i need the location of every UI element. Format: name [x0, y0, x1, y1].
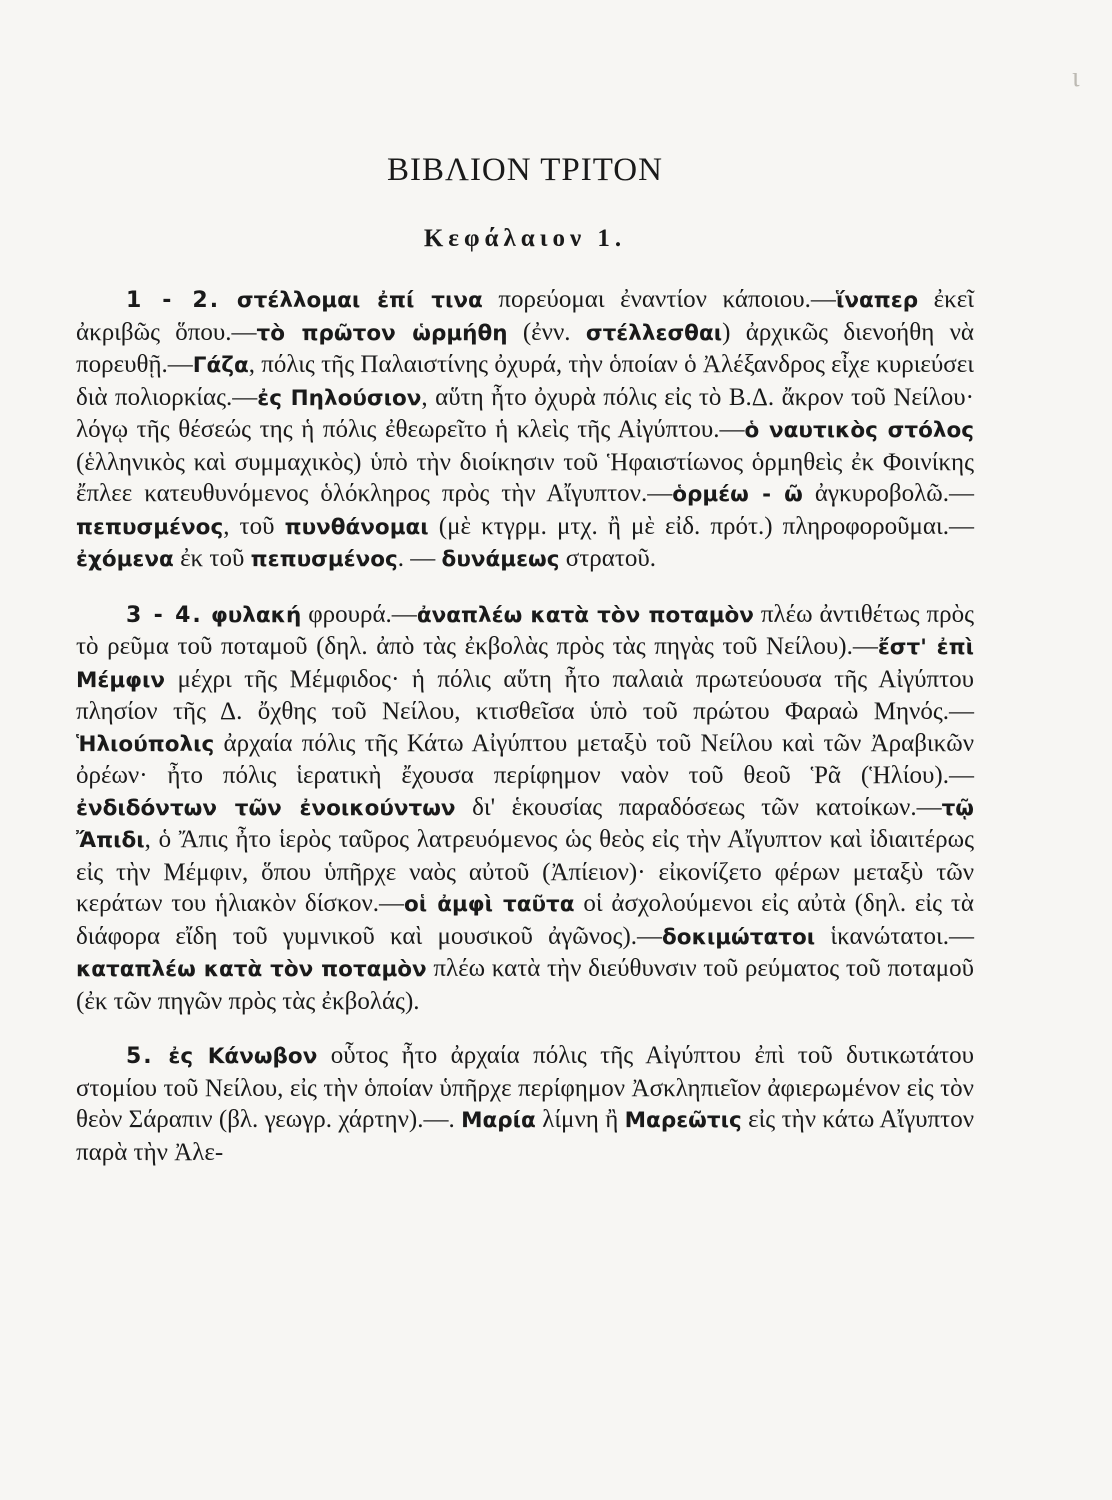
lemma: πεπυσμένος: [250, 547, 398, 572]
gloss-text: (μὲ κτγρμ. μτχ. ἢ μὲ εἰδ. πρότ.) πληροφοροῦμαι.—: [428, 512, 974, 540]
lemma: ὁρμέω - ῶ: [672, 482, 803, 507]
entry-3-4: [76, 599, 974, 1018]
entry-1-2: [76, 284, 974, 576]
gloss-text: ) ἀρχικῶς διενοήθη νὰ πορευθῇ.—: [76, 318, 974, 378]
gloss-text: πορεύομαι ἐναντίον κάποιου.—: [482, 286, 836, 313]
gloss-text: ἀγκυροβολῶ.—: [802, 480, 974, 507]
lemma: ἐνδιδόντων τῶν ἐνοικούντων: [76, 795, 456, 821]
lemma: ἀναπλέω κατὰ τὸν ποταμὸν: [416, 602, 754, 628]
gloss-text: , αὕτη ἦτο ὀχυρὰ πόλις εἰς τὸ Β.Δ. ἄκρον τοῦ Νείλου· λόγῳ τῆς θέσεώς της ἡ πόλις ἐθεωρεῖτο ἡ κλεὶς τῆς Αἰγύπτου.—: [76, 383, 974, 443]
lemma: ἐς Πηλούσιον: [257, 385, 422, 411]
lemma: δυνάμεως: [441, 547, 560, 572]
lemma: φυλακή: [202, 602, 302, 628]
lemma: ἔστ' ἐπὶ Μέμφιν: [76, 635, 975, 693]
book-title: ΒΙΒΛΙΟΝ ΤΡΙΤΟΝ: [387, 152, 663, 188]
lemma: στέλλεσθαι: [585, 320, 723, 346]
lemma: Μαρεῶτις: [624, 1108, 742, 1133]
lemma: δοκιμώτατοι: [662, 924, 816, 950]
gloss-text: (ἐνν.: [507, 318, 586, 346]
page-corner-mark: ι: [1072, 62, 1080, 93]
gloss-text: , τοῦ: [223, 512, 285, 540]
gloss-text: στρατοῦ.: [559, 545, 657, 572]
lemma: στέλλομαι ἐπί τινα: [220, 288, 483, 313]
entry-number: 3 - 4.: [126, 602, 203, 628]
lemma: ἐχόμενα: [76, 547, 174, 572]
gloss-text: μέχρι τῆς Μέμφιδος· ἡ πόλις αὕτη ἦτο παλαιὰ πρωτεύουσα τῆς Αἰγύπτου πλησίον τῆς Δ. ὄχθης τοῦ Νείλου, κτισθεῖσα ὑπὸ τοῦ πρώτου Φαραὼ Μηνός.—: [76, 665, 974, 725]
gloss-text: ἐκ τοῦ: [173, 545, 251, 572]
gloss-text: ἱκανώτατοι.—: [815, 922, 974, 950]
entry-number: 5.: [126, 1044, 154, 1069]
gloss-text: ἀρχαία πόλις τῆς Κάτω Αἰγύπτου μεταξὺ τοῦ Νείλου καὶ τῶν Ἀραβικῶν ὀρέων· ἦτο πόλις ἱερατικὴ ἔχουσα περίφημον ναὸν τοῦ θεοῦ Ῥᾶ (Ἡλίου).—: [76, 729, 974, 789]
lemma: ἐς Κάνωβον: [153, 1044, 318, 1069]
lemma: πυνθάνομαι: [284, 514, 429, 540]
gloss-text: λίμνη ἢ: [535, 1106, 625, 1133]
gloss-text: . —: [397, 545, 442, 572]
lemma: πεπυσμένος: [76, 514, 224, 540]
gloss-text: , ὁ Ἄπις ἦτο ἱερὸς ταῦρος λατρευόμενος ὡς θεὸς εἰς τὴν Αἴγυπτον καὶ ἰδιαιτέρως εἰς τὴν Μέμφιν, ὅπου ὑπῆρχε ναὸς αὐτοῦ (Ἀπίειον)· εἰκονίζετο φέρων μεταξὺ τῶν κεράτων του ἡλιακὸν δίσκον.—: [76, 826, 974, 917]
commentary-entries: [76, 284, 974, 1191]
lemma: οἱ ἀμφὶ ταῦτα: [404, 892, 575, 917]
gloss-text: πλέω ἀντιθέτως πρὸς τὸ ρεῦμα τοῦ ποταμοῦ (δηλ. ἀπὸ τὰς ἐκβολὰς πρὸς τὰς πηγὰς τοῦ Νείλου).—: [76, 600, 974, 660]
lemma: Μαρία: [461, 1108, 536, 1133]
gloss-text: πλέω κατὰ τὴν διεύθυνσιν τοῦ ρεύματος τοῦ ποταμοῦ (ἐκ τῶν πηγῶν πρὸς τὰς ἐκβολάς).: [76, 955, 974, 1015]
lemma: τὸ πρῶτον ὡρμήθη: [256, 320, 508, 346]
lemma: Γάζα: [192, 353, 249, 378]
entry-5: [76, 1040, 974, 1168]
lemma: καταπλέω κατὰ τὸν ποταμὸν: [76, 957, 427, 982]
gloss-text: φρουρά.—: [301, 600, 417, 628]
gloss-text: δι' ἑκουσίας παραδόσεως τῶν κατοίκων.—: [455, 793, 942, 821]
chapter-title: Κεφάλαιον 1.: [423, 225, 627, 252]
lemma: ἵναπερ: [835, 288, 919, 313]
gloss-text: οἱ ἀσχολούμενοι εἰς αὐτὰ (δηλ. εἰς τὰ διάφορα εἴδη τοῦ γυμνικοῦ καὶ μουσικοῦ ἀγῶνος).—: [76, 890, 974, 950]
gloss-text: οὗτος ἦτο ἀρχαία πόλις τῆς Αἰγύπτου ἐπὶ τοῦ δυτικωτάτου στομίου τοῦ Νείλου, εἰς τὴν ὁποίαν ὑπῆρχε περίφημον Ἀσκληπιεῖον ἀφιερωμένον εἰς τὸν θεὸν Σάραπιν (βλ. γεωγρ. χάρτην).—.: [76, 1042, 974, 1133]
gloss-text: ἐκεῖ ἀκριβῶς ὅπου.—: [76, 286, 975, 346]
entry-number: 1 - 2.: [126, 288, 221, 313]
gloss-text: εἰς τὴν κάτω Αἴγυπτον παρὰ τὴν Ἀλε-: [76, 1106, 975, 1166]
gloss-text: (ἑλληνικὸς καὶ συμμαχικὸς) ὑπὸ τὴν διοίκησιν τοῦ Ἡφαιστίωνος ὁρμηθεὶς ἐκ Φοινίκης ἔπλεε κατευθυνόμενος ὁλόκληρος πρὸς τὴν Αἴγυπτον.—: [76, 448, 974, 507]
lemma: ὁ ναυτικὸς στόλος: [744, 418, 974, 443]
gloss-text: , πόλις τῆς Παλαιστίνης ὀχυρά, τὴν ὁποίαν ὁ Ἀλέξανδρος εἶχε κυριεύσει διὰ πολιορκίας.—: [76, 351, 974, 411]
lemma: τῷ Ἄπιδι: [76, 795, 974, 853]
lemma: Ἡλιούπολις: [76, 731, 215, 757]
